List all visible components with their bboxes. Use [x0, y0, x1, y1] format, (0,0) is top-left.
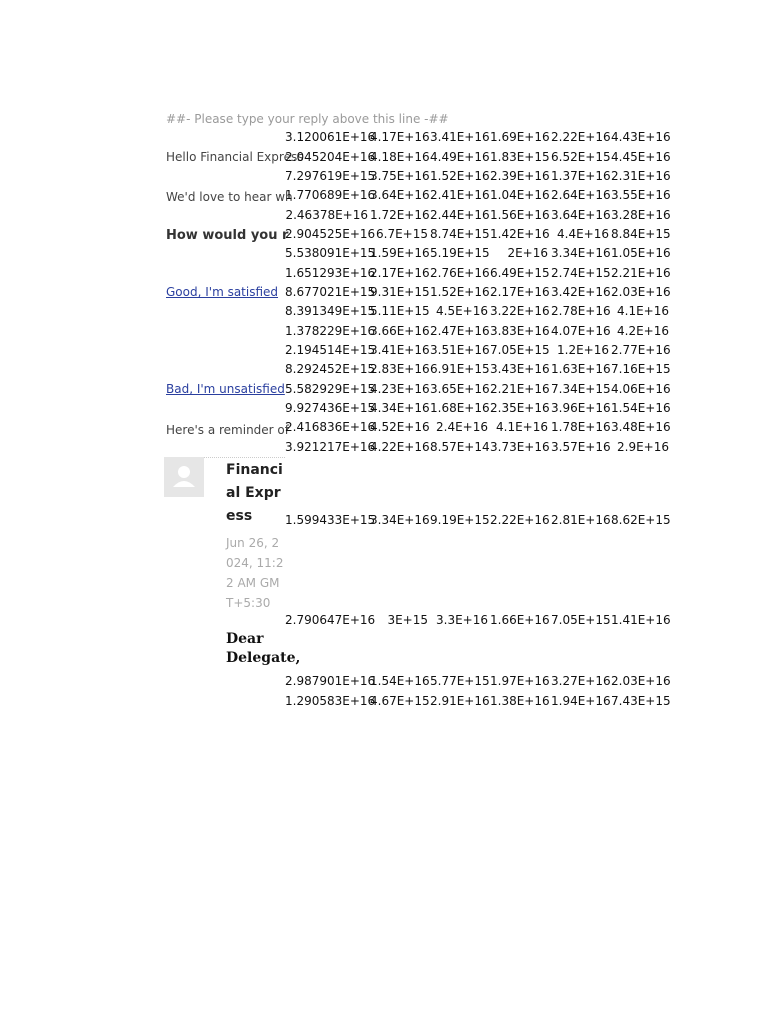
table-cell: 3.73E+16 [490, 440, 550, 454]
table-cell: 4.43E+16 [611, 130, 671, 144]
table-cell: 1.04E+16 [490, 188, 550, 202]
table-cell: 4.2E+16 [617, 324, 669, 338]
table-cell: 1.54E+16 [370, 674, 430, 688]
table-cell: 8.57E+14 [430, 440, 490, 454]
table-cell: 3.41E+16 [430, 130, 490, 144]
table-cell: 7.05E+15 [551, 613, 611, 627]
table-cell: 7.43E+15 [611, 694, 671, 708]
table-cell: 9.927436E+15 [285, 401, 376, 415]
table-cell: 3.66E+16 [370, 324, 430, 338]
table-cell: 2.03E+16 [611, 674, 671, 688]
table-cell: 3.3E+16 [436, 613, 488, 627]
table-cell: 3.55E+16 [611, 188, 671, 202]
table-cell: 1.52E+16 [430, 285, 490, 299]
table-cell: 3.48E+16 [611, 420, 671, 434]
table-cell: 8.391349E+15 [285, 304, 376, 318]
good-satisfied-link[interactable]: Good, I'm satisfied [166, 285, 279, 299]
table-cell: 2.81E+16 [551, 513, 611, 527]
table-cell: 2.44E+16 [430, 208, 490, 222]
table-cell: 2.194514E+15 [285, 343, 376, 357]
table-cell: 3.22E+16 [490, 304, 550, 318]
table-cell: 1.38E+16 [490, 694, 550, 708]
table-cell: 4.18E+16 [370, 150, 430, 164]
rating-question: How would you r [166, 228, 289, 243]
table-cell: 8.74E+15 [430, 227, 490, 241]
table-cell: 5.11E+15 [370, 304, 430, 318]
table-cell: 2.31E+16 [611, 169, 671, 183]
table-cell: 7.297619E+15 [285, 169, 376, 183]
table-cell: 3.921217E+16 [285, 440, 376, 454]
table-cell: 7.34E+15 [551, 382, 611, 396]
table-cell: 1.599433E+15 [285, 513, 376, 527]
table-cell: 4.23E+16 [370, 382, 430, 396]
table-cell: 5.582929E+15 [285, 382, 376, 396]
table-cell: 4.34E+16 [370, 401, 430, 415]
table-cell: 1.72E+16 [370, 208, 430, 222]
table-cell: 4.4E+16 [557, 227, 609, 241]
table-cell: 8.84E+15 [611, 227, 671, 241]
table-cell: 2.35E+16 [490, 401, 550, 415]
table-cell: 3.51E+16 [430, 343, 490, 357]
table-cell: 2.41E+16 [430, 188, 490, 202]
table-cell: 2.9E+16 [617, 440, 669, 454]
table-cell: 6.49E+15 [490, 266, 550, 280]
table-cell: 9.19E+15 [430, 513, 490, 527]
table-cell: 8.677021E+15 [285, 285, 376, 299]
table-cell: 1.63E+16 [551, 362, 611, 376]
greeting-text: Hello Financial Express [166, 150, 304, 164]
table-cell: 3.120061E+16 [285, 130, 376, 144]
table-cell: 1.66E+16 [490, 613, 550, 627]
table-cell: 2.74E+15 [551, 266, 611, 280]
table-cell: 1.378229E+16 [285, 324, 376, 338]
table-cell: 3E+15 [387, 613, 428, 627]
table-cell: 2.83E+16 [370, 362, 430, 376]
table-cell: 1.41E+16 [611, 613, 671, 627]
table-cell: 2.4E+16 [436, 420, 488, 434]
table-cell: 8.62E+15 [611, 513, 671, 527]
table-cell: 3.28E+16 [611, 208, 671, 222]
sent-timestamp: Jun 26, 2024, 11:22 AM GMT+5:30 [226, 536, 284, 610]
table-cell: 9.31E+15 [370, 285, 430, 299]
table-cell: 3.34E+16 [551, 246, 611, 260]
table-cell: 3.57E+16 [551, 440, 611, 454]
table-cell: 1.59E+16 [370, 246, 430, 260]
table-cell: 2.904525E+16 [285, 227, 376, 241]
table-cell: 4.5E+16 [436, 304, 488, 318]
table-cell: 1.2E+16 [557, 343, 609, 357]
table-cell: 6.91E+15 [430, 362, 490, 376]
table-cell: 4.45E+16 [611, 150, 671, 164]
salutation: Dear Delegate, [226, 631, 301, 666]
table-cell: 1.290583E+16 [285, 694, 376, 708]
bad-unsatisfied-link[interactable]: Bad, I'm unsatisfied [166, 382, 285, 396]
reminder-text: Here's a reminder of [166, 423, 289, 437]
table-cell: 3.65E+16 [430, 382, 490, 396]
table-cell: 7.05E+15 [490, 343, 550, 357]
table-cell: 1.52E+16 [430, 169, 490, 183]
table-cell: 1.78E+16 [551, 420, 611, 434]
table-cell: 2.22E+16 [490, 513, 550, 527]
table-cell: 8.292452E+15 [285, 362, 376, 376]
table-cell: 4.52E+16 [370, 420, 430, 434]
table-cell: 1.54E+16 [611, 401, 671, 415]
table-cell: 2.76E+16 [430, 266, 490, 280]
sender-name: Financial Express [226, 462, 283, 524]
table-cell: 1.56E+16 [490, 208, 550, 222]
table-cell: 2.987901E+16 [285, 674, 376, 688]
table-cell: 4.1E+16 [496, 420, 548, 434]
table-cell: 2.03E+16 [611, 285, 671, 299]
table-cell: 2.17E+16 [490, 285, 550, 299]
table-cell: 5.19E+15 [430, 246, 490, 260]
table-cell: 3.27E+16 [551, 674, 611, 688]
table-cell: 4.06E+16 [611, 382, 671, 396]
table-cell: 3.43E+16 [490, 362, 550, 376]
table-cell: 3.75E+16 [370, 169, 430, 183]
table-cell: 2.78E+16 [551, 304, 611, 318]
table-cell: 2.416836E+16 [285, 420, 376, 434]
feedback-prompt: We'd love to hear wh [166, 190, 293, 204]
table-cell: 2.21E+16 [490, 382, 550, 396]
table-cell: 1.05E+16 [611, 246, 671, 260]
table-cell: 2.47E+16 [430, 324, 490, 338]
table-cell: 2.17E+16 [370, 266, 430, 280]
table-cell: 6.52E+15 [551, 150, 611, 164]
table-cell: 4.1E+16 [617, 304, 669, 318]
table-cell: 1.42E+16 [490, 227, 550, 241]
table-cell: 3.96E+16 [551, 401, 611, 415]
table-cell: 2.21E+16 [611, 266, 671, 280]
reply-above-line: ##- Please type your reply above this line -## [166, 112, 449, 126]
table-cell: 2.045204E+16 [285, 150, 376, 164]
table-cell: 2E+16 [507, 246, 548, 260]
table-cell: 4.67E+15 [370, 694, 430, 708]
table-cell: 1.37E+16 [551, 169, 611, 183]
table-cell: 2.77E+16 [611, 343, 671, 357]
table-cell: 3.34E+16 [370, 513, 430, 527]
avatar [164, 457, 204, 497]
table-cell: 4.49E+16 [430, 150, 490, 164]
table-cell: 2.790647E+16 [285, 613, 376, 627]
table-cell: 1.69E+16 [490, 130, 550, 144]
table-cell: 2.91E+16 [430, 694, 490, 708]
table-cell: 1.97E+16 [490, 674, 550, 688]
table-cell: 3.41E+16 [370, 343, 430, 357]
table-cell: 6.7E+15 [376, 227, 428, 241]
table-cell: 3.83E+16 [490, 324, 550, 338]
table-cell: 1.770689E+16 [285, 188, 376, 202]
table-cell: 1.83E+15 [490, 150, 550, 164]
table-cell: 4.17E+16 [370, 130, 430, 144]
table-cell: 2.22E+16 [551, 130, 611, 144]
table-cell: 2.46378E+16 [285, 208, 368, 222]
table-cell: 2.64E+16 [551, 188, 611, 202]
table-cell: 5.77E+15 [430, 674, 490, 688]
table-cell: 3.64E+16 [370, 188, 430, 202]
user-avatar-icon [164, 457, 204, 497]
table-cell: 1.68E+16 [430, 401, 490, 415]
table-cell: 1.94E+16 [551, 694, 611, 708]
table-cell: 7.16E+15 [611, 362, 671, 376]
table-cell: 5.538091E+15 [285, 246, 376, 260]
table-cell: 2.39E+16 [490, 169, 550, 183]
table-cell: 1.651293E+16 [285, 266, 376, 280]
table-cell: 4.07E+16 [551, 324, 611, 338]
table-cell: 3.42E+16 [551, 285, 611, 299]
table-cell: 3.64E+16 [551, 208, 611, 222]
table-cell: 4.22E+16 [370, 440, 430, 454]
